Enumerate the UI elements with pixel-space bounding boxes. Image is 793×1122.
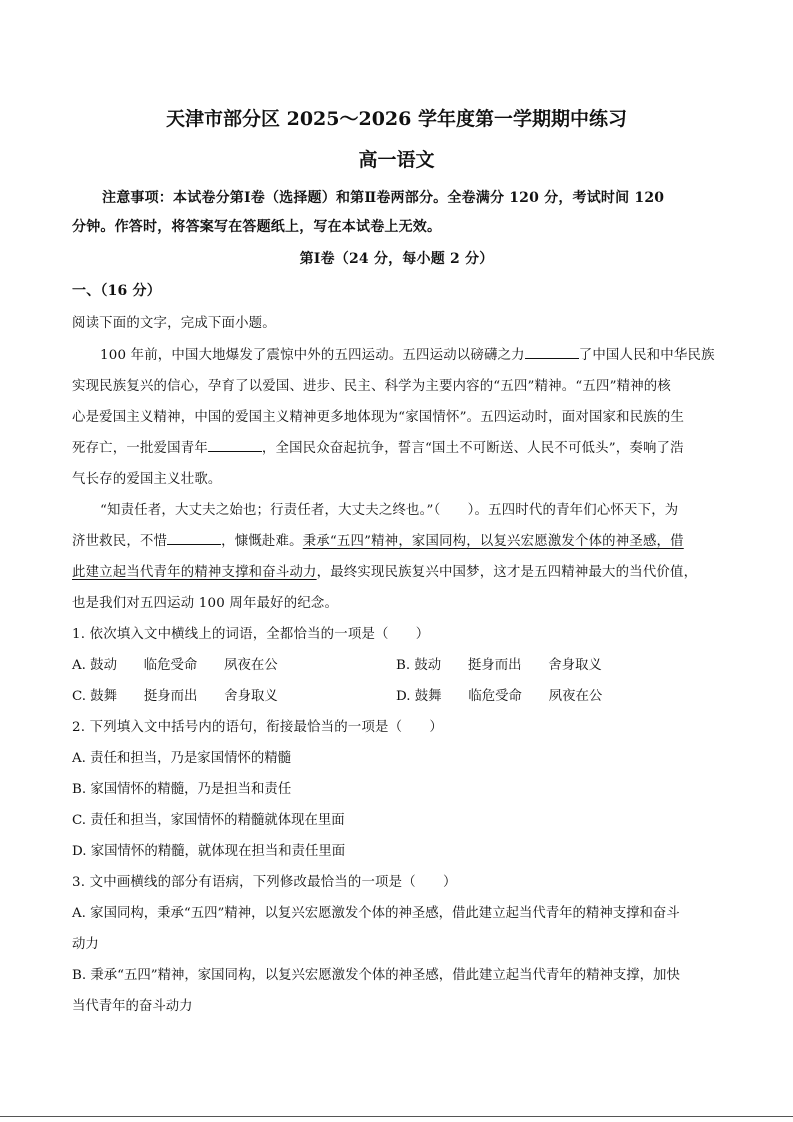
- fill-blank-3: [167, 532, 221, 545]
- page-bottom-divider: [0, 1116, 793, 1117]
- passage-line: 实现民族复兴的信心，孕育了以爱国、进步、民主、科学为主要内容的“五四”精神。“五四”精神的核: [72, 379, 671, 394]
- passage-line: 也是我们对五四运动 100 周年最好的纪念。: [72, 596, 339, 611]
- underlined-sentence: 秉承“五四”精神，家国同构，以复兴宏愿激发个体的神圣感，借: [302, 534, 684, 549]
- underlined-sentence: 此建立起当代青年的精神支撑和奋斗动力: [72, 565, 317, 580]
- passage-line: [72, 561, 697, 580]
- passage-text: 100 年前，中国大地爆发了震惊中外的五四运动。五四运动以磅礴之力: [100, 348, 525, 363]
- question-1-option-c[interactable]: C. 鼓舞 挺身而出 舍身取义: [72, 689, 278, 704]
- passage-line: [72, 530, 684, 549]
- question-1-option-b[interactable]: B. 鼓动 挺身而出 舍身取义: [396, 658, 602, 673]
- question-2-stem: 2. 下列填入文中括号内的语句，衔接最恰当的一项是（ ）: [72, 720, 443, 735]
- passage-text: 济世救民，不惜: [72, 534, 168, 549]
- question-1-option-a[interactable]: A. 鼓动 临危受命 夙夜在公: [72, 658, 278, 673]
- page-title: 天津市部分区 2025～2026 学年度第一学期期中练习: [166, 108, 627, 130]
- part1-heading: 第Ⅰ卷（24 分，每小题 2 分）: [299, 251, 494, 267]
- fill-blank-2: [208, 439, 262, 452]
- question-3-stem: 3. 文中画横线的部分有语病，下列修改最恰当的一项是（ ）: [72, 875, 457, 890]
- section1-instruction: 阅读下面的文字，完成下面小题。: [72, 316, 276, 331]
- question-2-option-b[interactable]: B. 家国情怀的精髓，乃是担当和责任: [72, 782, 292, 797]
- notice-line-1: 注意事项：本试卷分第Ⅰ卷（选择题）和第Ⅱ卷两部分。全卷满分 120 分，考试时间 120: [102, 190, 665, 206]
- passage-line: 心是爱国主义精神，中国的爱国主义精神更多地体现为“家国情怀”。五四运动时，面对国家和民族的生: [72, 410, 685, 425]
- passage-line: [100, 344, 715, 363]
- question-1-stem: 1. 依次填入文中横线上的词语，全都恰当的一项是（ ）: [72, 627, 430, 642]
- section1-heading: 一、（16 分）: [72, 283, 161, 299]
- question-2-option-a[interactable]: A. 责任和担当，乃是家国情怀的精髓: [72, 751, 292, 766]
- passage-line: 气长存的爱国主义壮歌。: [72, 472, 222, 487]
- passage-line: “知责任者，大丈夫之始也；行责任者，大丈夫之终也。”（ ）。五四时代的青年们心怀天下，为: [100, 503, 679, 518]
- question-3-option-b-cont: 当代青年的奋斗动力: [72, 999, 193, 1014]
- passage-line: [72, 437, 684, 456]
- passage-text: ，最终实现民族复兴中国梦，这才是五四精神最大的当代价值，: [316, 565, 698, 580]
- question-3-option-a-cont: 动力: [72, 937, 99, 952]
- question-2-option-c[interactable]: C. 责任和担当，家国情怀的精髓就体现在里面: [72, 813, 345, 828]
- question-2-option-d[interactable]: D. 家国情怀的精髓，就体现在担当和责任里面: [72, 844, 346, 859]
- passage-text: ，全国民众奋起抗争，誓言“国土不可断送、人民不可低头”，奏响了浩: [261, 441, 684, 456]
- question-3-option-b[interactable]: B. 秉承“五四”精神，家国同构，以复兴宏愿激发个体的神圣感，借此建立起当代青年的精神支撑，加快: [72, 968, 680, 983]
- fill-blank-1: [525, 346, 579, 359]
- question-1-option-d[interactable]: D. 鼓舞 临危受命 夙夜在公: [396, 689, 603, 704]
- passage-text: 死存亡，一批爱国青年: [72, 441, 208, 456]
- question-3-option-a[interactable]: A. 家国同构，秉承“五四”精神，以复兴宏愿激发个体的神圣感，借此建立起当代青年的精神支撑和奋斗: [72, 906, 680, 921]
- subject-title: 高一语文: [358, 149, 435, 171]
- notice-line-2: 分钟。作答时，将答案写在答题纸上，写在本试卷上无效。: [72, 219, 442, 235]
- passage-text: 了中国人民和中华民族: [578, 348, 715, 363]
- passage-text: ，慷慨赴难。: [221, 534, 303, 549]
